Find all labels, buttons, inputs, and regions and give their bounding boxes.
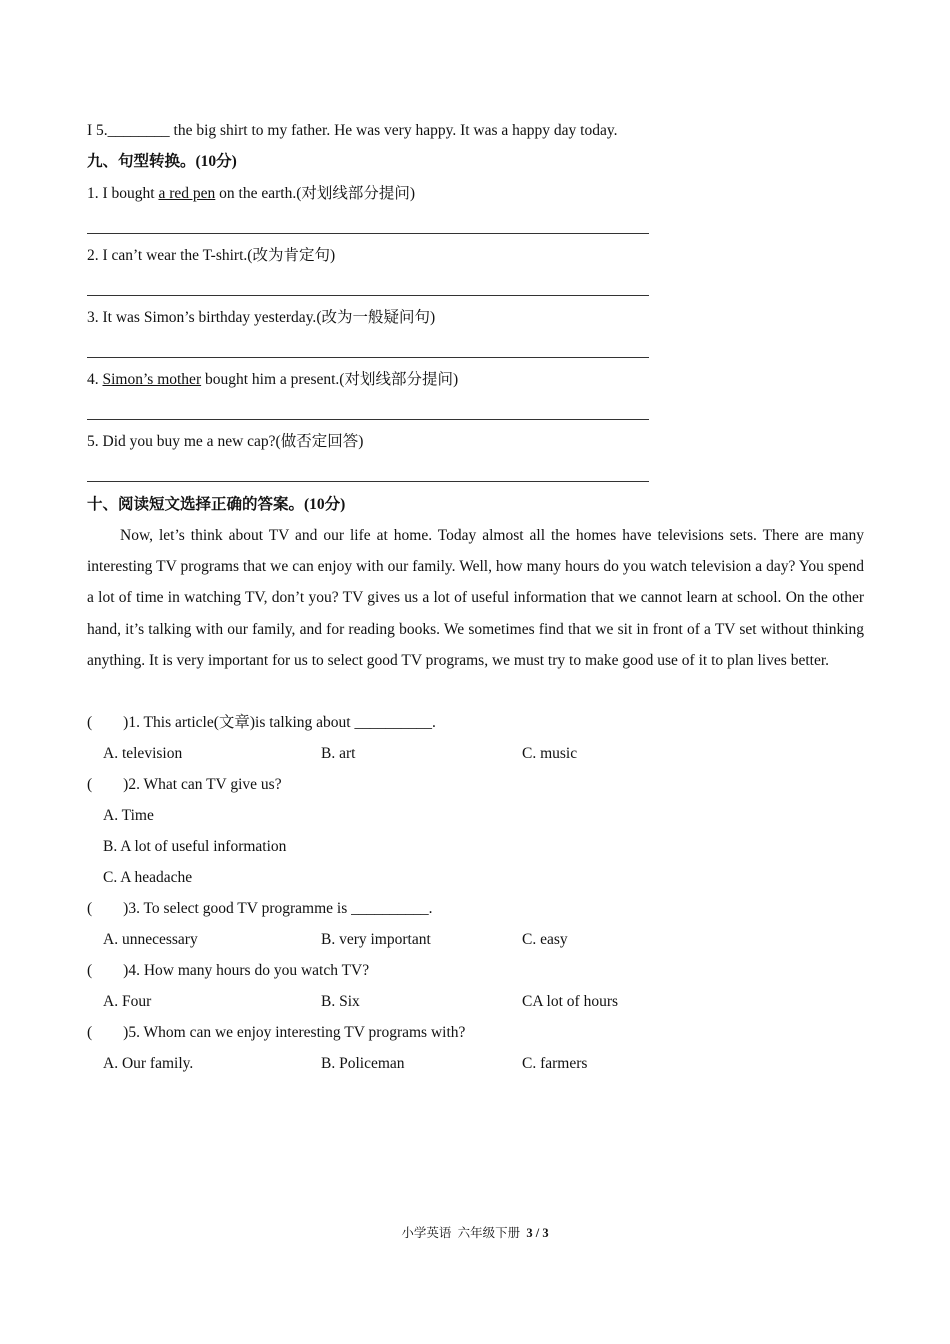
answer-line-5 [87,481,649,482]
answer-line-4 [87,419,649,420]
s9-item-3: 3. It was Simon’s birthday yesterday.(改为一般疑问句) [87,309,436,326]
q1-option-a: A. television [103,745,183,762]
q1-option-b: B. art [321,745,356,762]
answer-line-3 [87,357,649,358]
carryover-line: I 5.________ the big shirt to my father. He was very happy. It was a happy day today. [87,122,618,139]
underlined-phrase: Simon’s mother [102,371,202,388]
q3-option-b: B. very important [321,931,431,948]
q5-option-b: B. Policeman [321,1055,405,1072]
question-5: ( )5. Whom can we enjoy interesting TV programs with? [87,1024,466,1041]
underlined-phrase: a red pen [158,185,216,202]
page-footer [0,1224,950,1242]
footer-total-pages: 3 [542,1226,549,1240]
footer-subject: 小学英语 [401,1226,452,1240]
question-2: ( )2. What can TV give us? [87,776,282,793]
q4-option-b: B. Six [321,993,360,1010]
q1-option-c: C. music [522,745,578,762]
section9-title: 九、句型转换。(10分) [87,153,237,170]
q2-option-a: A. Time [103,807,154,824]
s9-item-2: 2. I can’t wear the T-shirt.(改为肯定句) [87,247,336,264]
s9-item-1: 1. I bought a red pen on the earth.(对划线部分提问) [87,185,416,202]
section10-title: 十、阅读短文选择正确的答案。(10分) [87,496,346,513]
answer-line-1 [87,233,649,234]
footer-separator: / [535,1226,540,1240]
q4-option-c: CA lot of hours [522,993,619,1010]
s9-item-5: 5. Did you buy me a new cap?(做否定回答) [87,433,364,450]
q3-option-c: C. easy [522,931,568,948]
s9-item-4: 4. Simon’s mother bought him a present.(对划线部分提问) [87,371,459,388]
reading-passage: Now, let’s think about TV and our life at home. Today almost all the homes have televisions sets. There are many interesting TV programs that we can enjoy with our family. Well, how many hours do you watch television a day? You spend a lot of time in watching TV, don’t you? TV gives us a lot of useful information that we cannot learn at school. On the other hand, it’s talking with our family, and for reading books. We sometimes find that we sit in front of a TV set without thinking anything. It is very important for us to select good TV programs, we must try to make good use of it to plan lives better. [87,527,864,669]
question-3: ( )3. To select good TV programme is __________. [87,900,433,917]
footer-grade: 六年级下册 [457,1226,521,1240]
q2-option-b: B. A lot of useful information [103,838,287,855]
q5-option-a: A. Our family. [103,1055,194,1072]
q5-option-c: C. farmers [522,1055,588,1072]
q2-option-c: C. A headache [103,869,193,886]
question-4: ( )4. How many hours do you watch TV? [87,962,370,979]
q3-option-a: A. unnecessary [103,931,198,948]
footer-page-number: 3 [526,1226,533,1240]
answer-line-2 [87,295,649,296]
q4-option-a: A. Four [103,993,152,1010]
question-1: ( )1. This article(文章)is talking about __________. [87,714,436,731]
